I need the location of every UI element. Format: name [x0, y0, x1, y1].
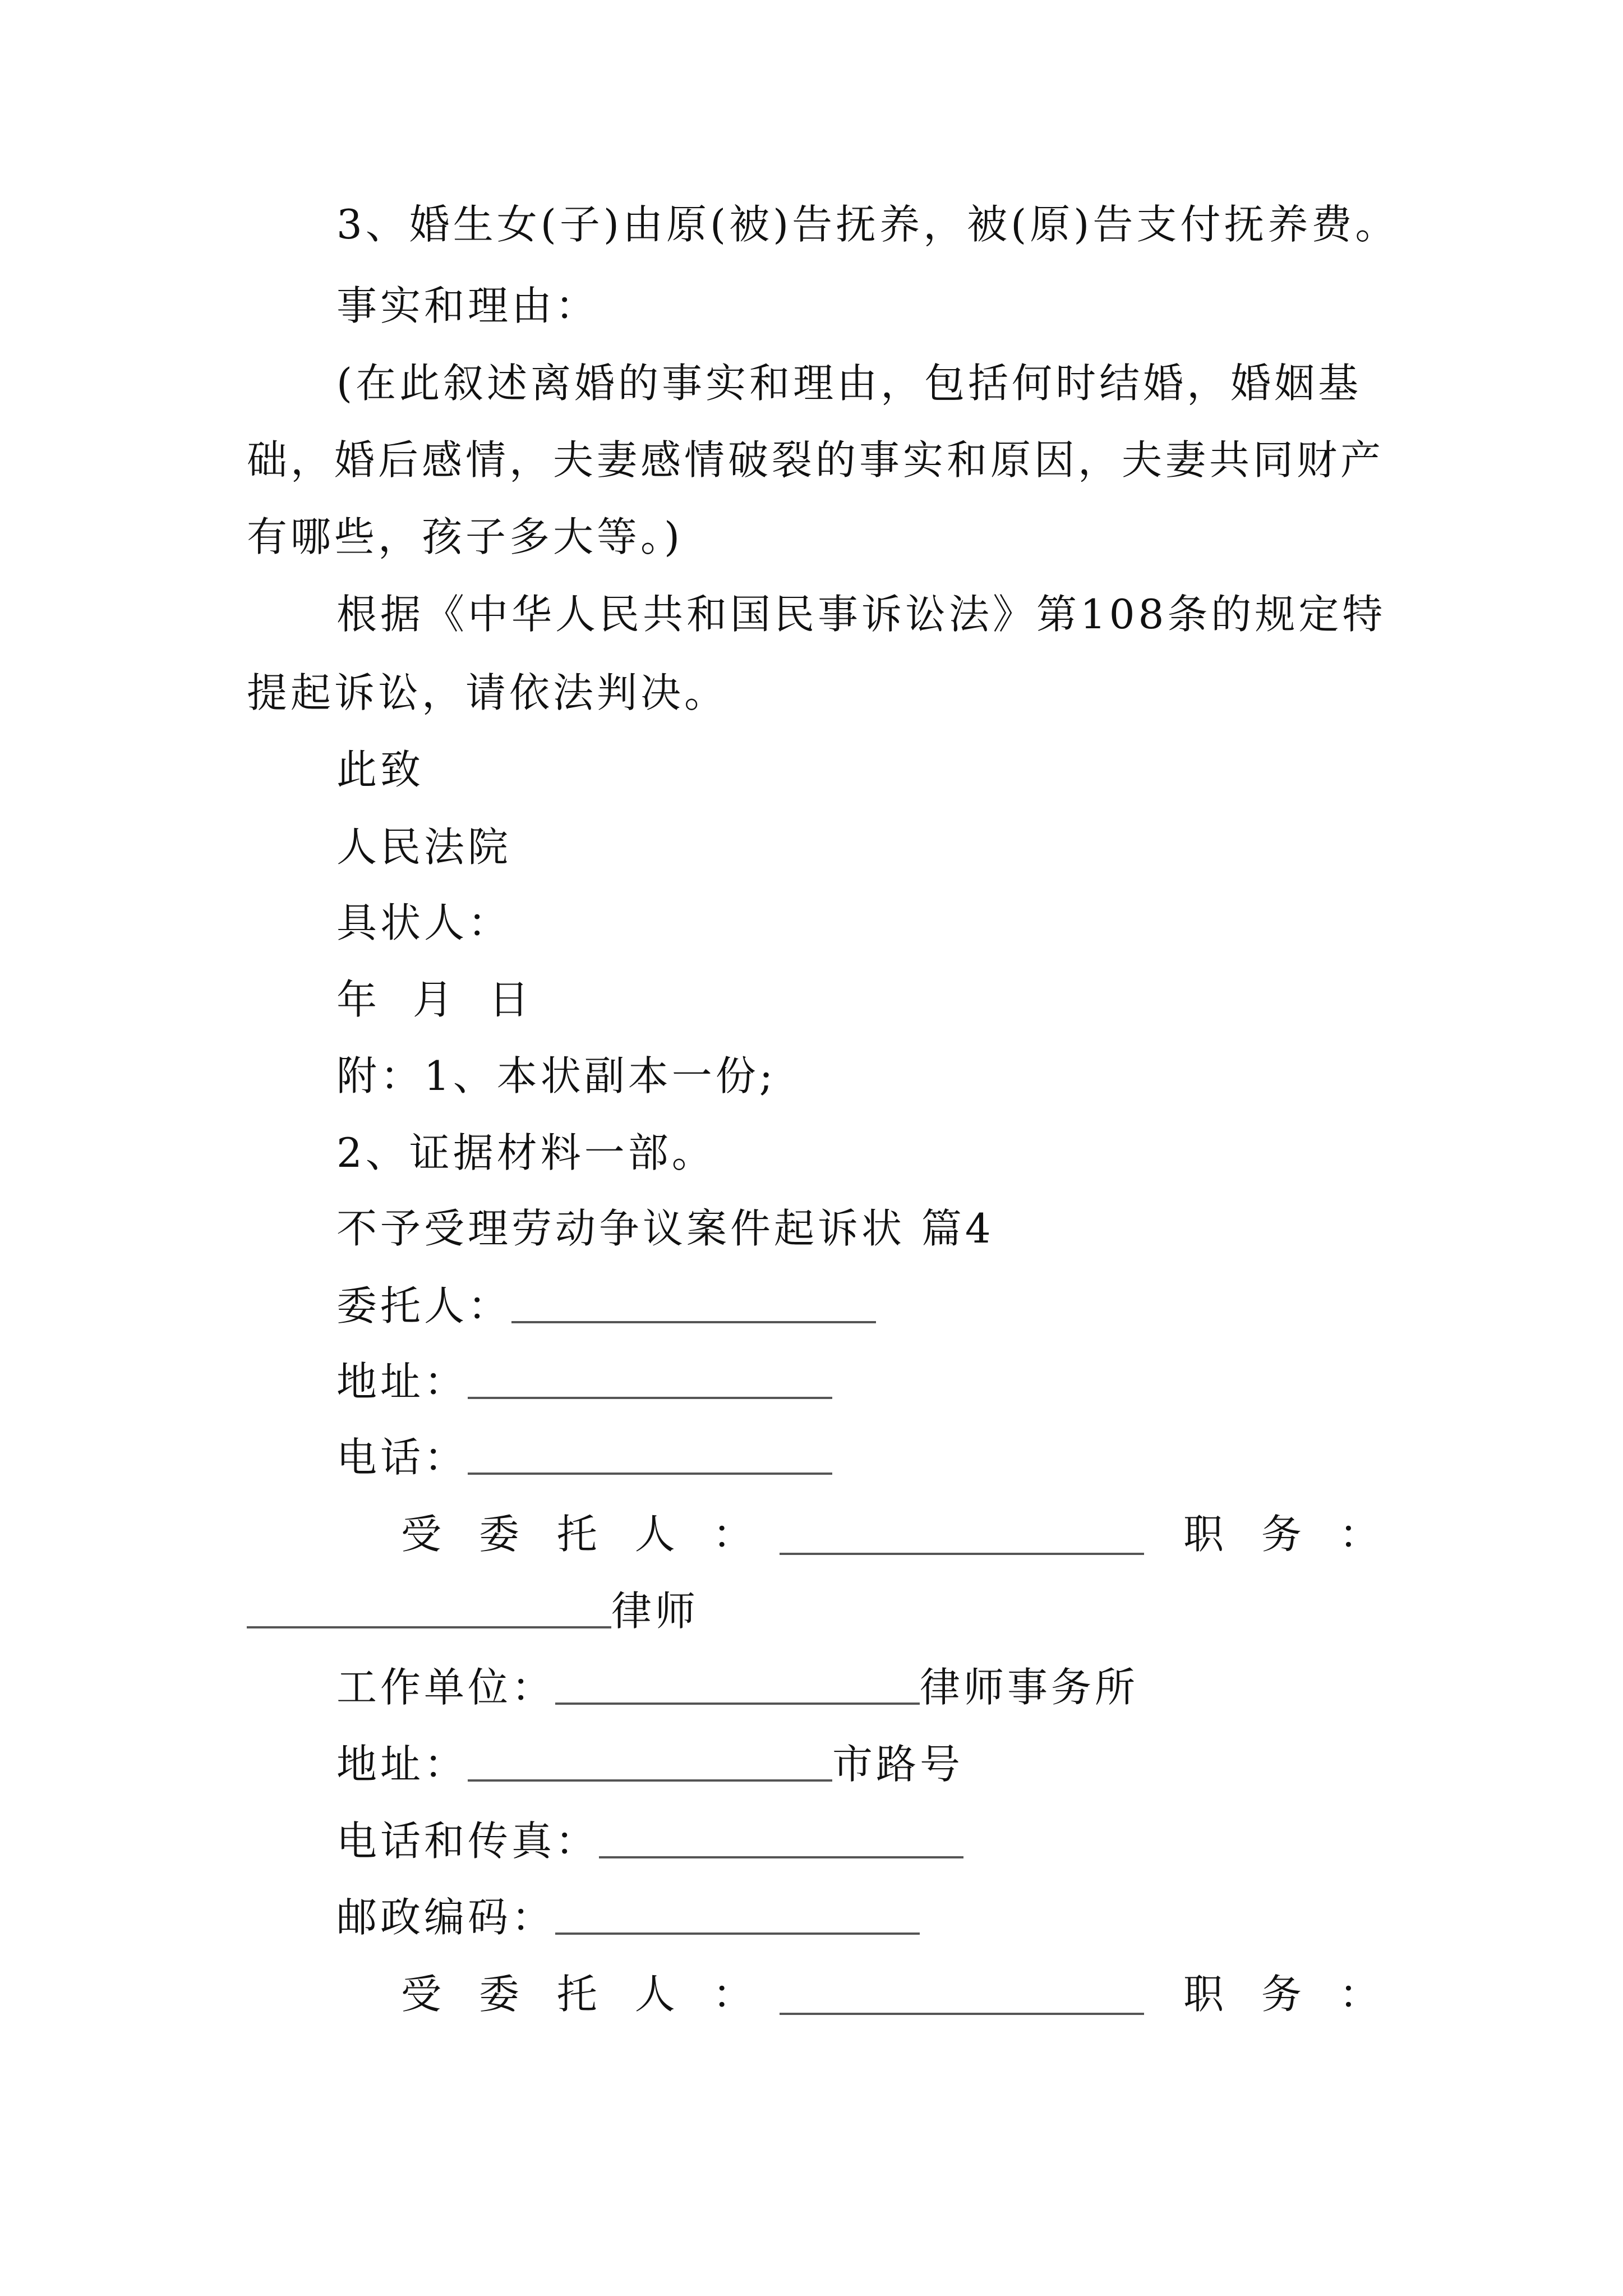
blank-underline: [555, 1703, 920, 1705]
blank-underline: [599, 1856, 963, 1858]
text-line: 2、证据材料一部。: [336, 1129, 716, 1176]
text-line: 础，婚后感情，夫妻感情破裂的事实和原因，夫妻共同财产: [247, 436, 1385, 484]
form-row-client: [336, 1281, 876, 1331]
blank-underline: [247, 1626, 611, 1628]
text-line: 此致: [336, 746, 425, 793]
text-line: 有哪些，孩子多大等。): [247, 513, 684, 560]
section-heading: 事实和理由：: [336, 282, 600, 329]
field-label-position: 职 务 ：: [1183, 1511, 1392, 1558]
blank-underline: [468, 1397, 832, 1399]
blank-underline: [511, 1321, 876, 1323]
field-label: 电话：: [336, 1434, 468, 1481]
field-label: 地址：: [336, 1741, 468, 1788]
text-line: 人民法院: [336, 823, 512, 871]
field-label-agent: 受 委 托 人 ：: [401, 1511, 766, 1558]
field-label: 委托人：: [336, 1282, 512, 1329]
text-line: 3、婚生女(子)由原(被)告抚养，被(原)告支付抚养费。: [336, 201, 1399, 248]
blank-underline: [555, 1932, 920, 1935]
field-label: 工作单位：: [336, 1664, 556, 1711]
field-label-agent: 受 委 托 人 ：: [401, 1971, 766, 2018]
text-line: 根据《中华人民共和国民事诉讼法》第108条的规定特: [336, 591, 1386, 638]
form-row-workplace: [336, 1662, 1138, 1713]
text-line: 附：1、本状副本一份;: [336, 1052, 777, 1099]
form-row-phone-fax: [336, 1816, 963, 1866]
blank-underline: [468, 1779, 832, 1782]
form-row-phone: [336, 1432, 832, 1483]
blank-underline: [780, 2013, 1144, 2015]
field-label-position: 职 务 ：: [1183, 1971, 1392, 2018]
field-label: 地址：: [336, 1358, 468, 1405]
section-title: 不予受理劳动争议案件起诉状 篇4: [336, 1205, 994, 1252]
field-suffix: 律师事务所: [920, 1664, 1139, 1711]
text-line: (在此叙述离婚的事实和理由，包括何时结婚，婚姻基: [336, 360, 1362, 407]
text-line: 提起诉讼，请依法判决。: [247, 669, 728, 716]
date-line: 年 月 日: [336, 976, 533, 1023]
form-row-address-2: [336, 1739, 963, 1789]
text-line: 具状人：: [336, 899, 512, 946]
field-label: 邮政编码：: [336, 1894, 556, 1941]
field-suffix: 市路号: [832, 1741, 964, 1788]
blank-underline: [780, 1553, 1144, 1555]
form-row-address: [336, 1356, 832, 1407]
field-label: 电话和传真：: [336, 1818, 600, 1865]
form-row-lawyer: [247, 1586, 699, 1636]
field-suffix: 律师: [611, 1588, 699, 1635]
form-row-postcode: [336, 1892, 920, 1943]
blank-underline: [468, 1473, 832, 1475]
